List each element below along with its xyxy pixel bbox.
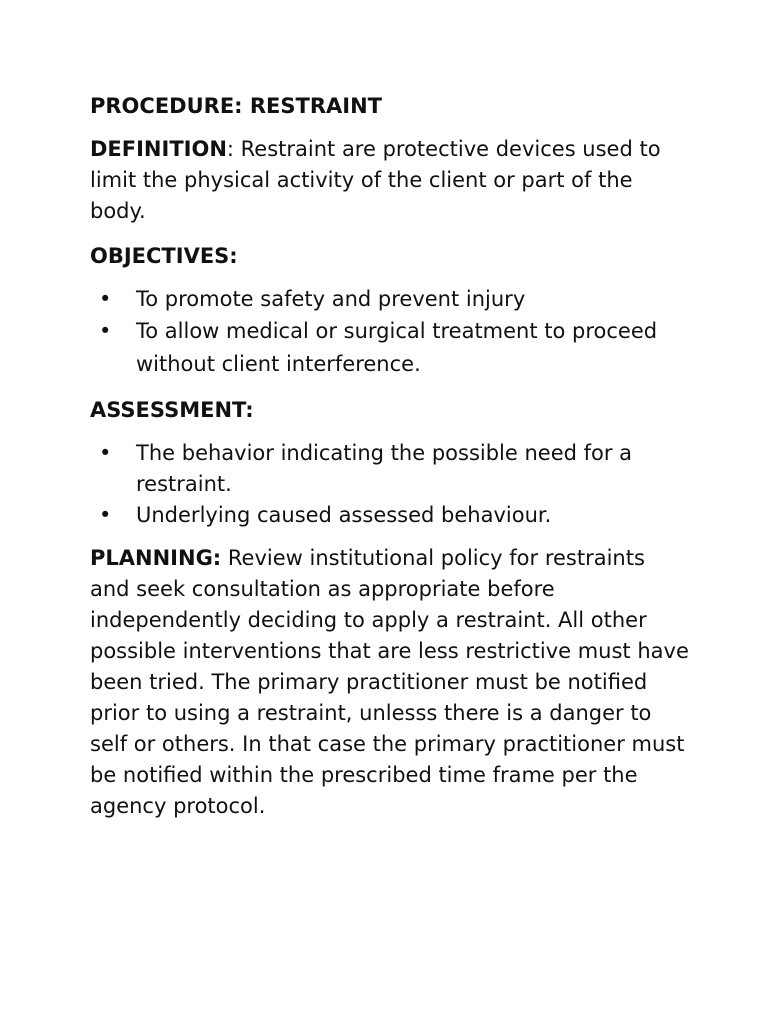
definition-text: : Restraint are protective devices used to limit the physical activity of the client or part of the body. [90, 137, 661, 223]
list-item-text: Underlying caused assessed behaviour. [136, 503, 552, 527]
list-item-text: To allow medical or surgical treatment to proceed without client interference. [136, 319, 658, 376]
bullet-icon: • [99, 319, 112, 343]
bullet-icon: • [99, 503, 112, 527]
list-item [90, 500, 690, 531]
page-title: PROCEDURE: RESTRAINT [90, 94, 382, 118]
document-page [90, 88, 690, 822]
objectives-heading: OBJECTIVES: [90, 244, 238, 268]
assessment-heading: ASSESSMENT: [90, 398, 254, 422]
list-item [90, 284, 690, 315]
list-item-text: To promote safety and prevent injury [136, 287, 526, 311]
definition-label: DEFINITION [90, 137, 227, 161]
definition-paragraph [90, 134, 690, 227]
bullet-icon: • [99, 441, 112, 465]
list-item [90, 438, 690, 500]
assessment-list [90, 438, 690, 531]
bullet-icon: • [99, 287, 112, 311]
list-item-text: The behavior indicating the possible need for a restraint. [136, 441, 633, 496]
list-item [90, 315, 690, 381]
objectives-list [90, 284, 690, 381]
planning-paragraph [90, 543, 690, 822]
planning-text: Review institutional policy for restraints and seek consultation as appropriate before independently deciding to apply a restraint. All other possible interventions that are less restrictive must have been tried. The primary practitioner must be notified prior to using a restraint, unlesss there is a danger to self or others. In that case the primary practitioner must be notified within the prescribed time frame per the agency protocol. [90, 546, 689, 818]
planning-label: PLANNING: [90, 546, 222, 570]
